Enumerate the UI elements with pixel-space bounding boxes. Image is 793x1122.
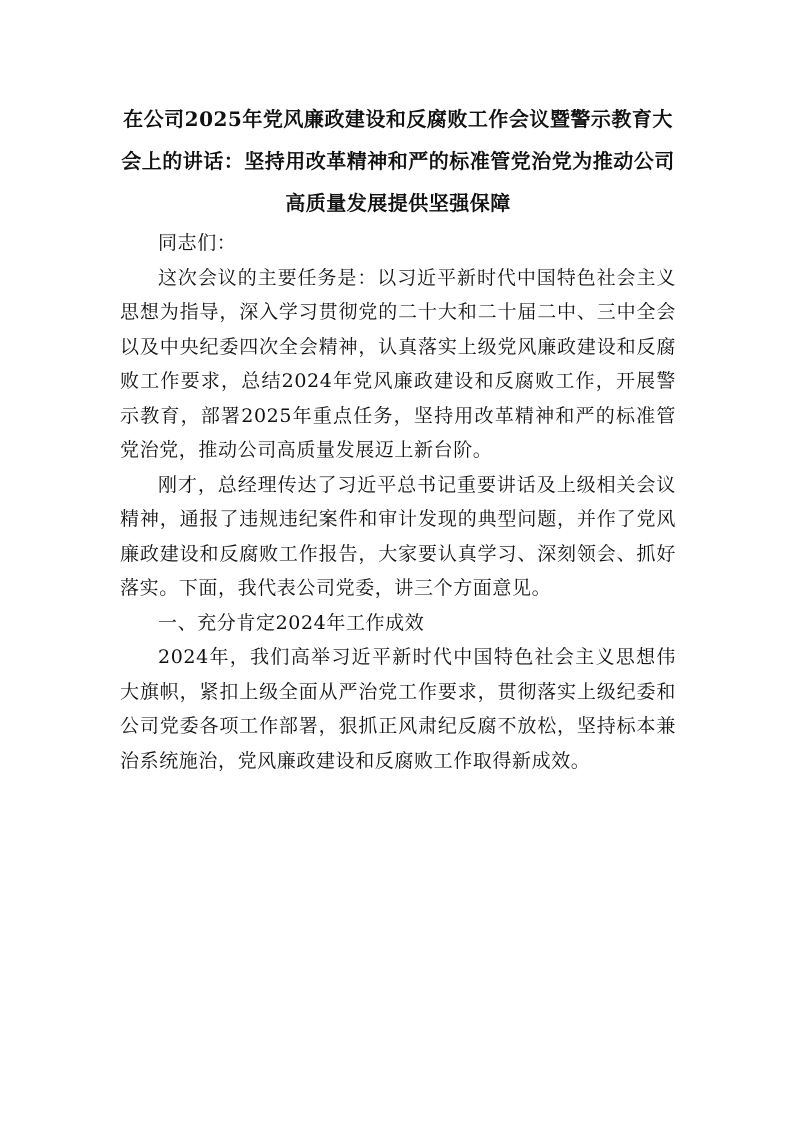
section-heading-1: 一、充分肯定2024年工作成效 <box>158 611 425 634</box>
paragraph-2024-review: 2024年，我们高举习近平新时代中国特色社会主义思想伟大旗帜，紧扣上级全面从严治党工作要求，贯彻落实上级纪委和公司党委各项工作部署，狠抓正风肃纪反腐不放松，坚持标本兼治系统施治，党风廉政建设和反腐败工作取得新成效。 <box>120 646 676 772</box>
paragraph-main-task: 这次会议的主要任务是：以习近平新时代中国特色社会主义思想为指导，深入学习贯彻党的二十大和二十届二中、三中全会以及中央纪委四次全会精神，认真落实上级党风廉政建设和反腐败工作要求，总结2024年党风廉政建设和反腐败工作，开展警示教育，部署2025年重点任务，坚持用改革精神和严的标准管党治党，推动公司高质量发展迈上新台阶。 <box>120 266 676 461</box>
document-title: 在公司2025年党风廉政建设和反腐败工作会议暨警示教育大会上的讲话：坚持用改革精神和严的标准管党治党为推动公司高质量发展提供坚强保障 <box>121 107 675 215</box>
salutation: 同志们： <box>158 232 237 254</box>
paragraph-just-now: 刚才，总经理传达了习近平总书记重要讲话及上级相关会议精神，通报了违规违纪案件和审计发现的典型问题，并作了党风廉政建设和反腐败工作报告，大家要认真学习、深刻领会、抓好落实。下面，我代表公司党委，讲三个方面意见。 <box>120 473 676 599</box>
document-body <box>120 226 676 778</box>
